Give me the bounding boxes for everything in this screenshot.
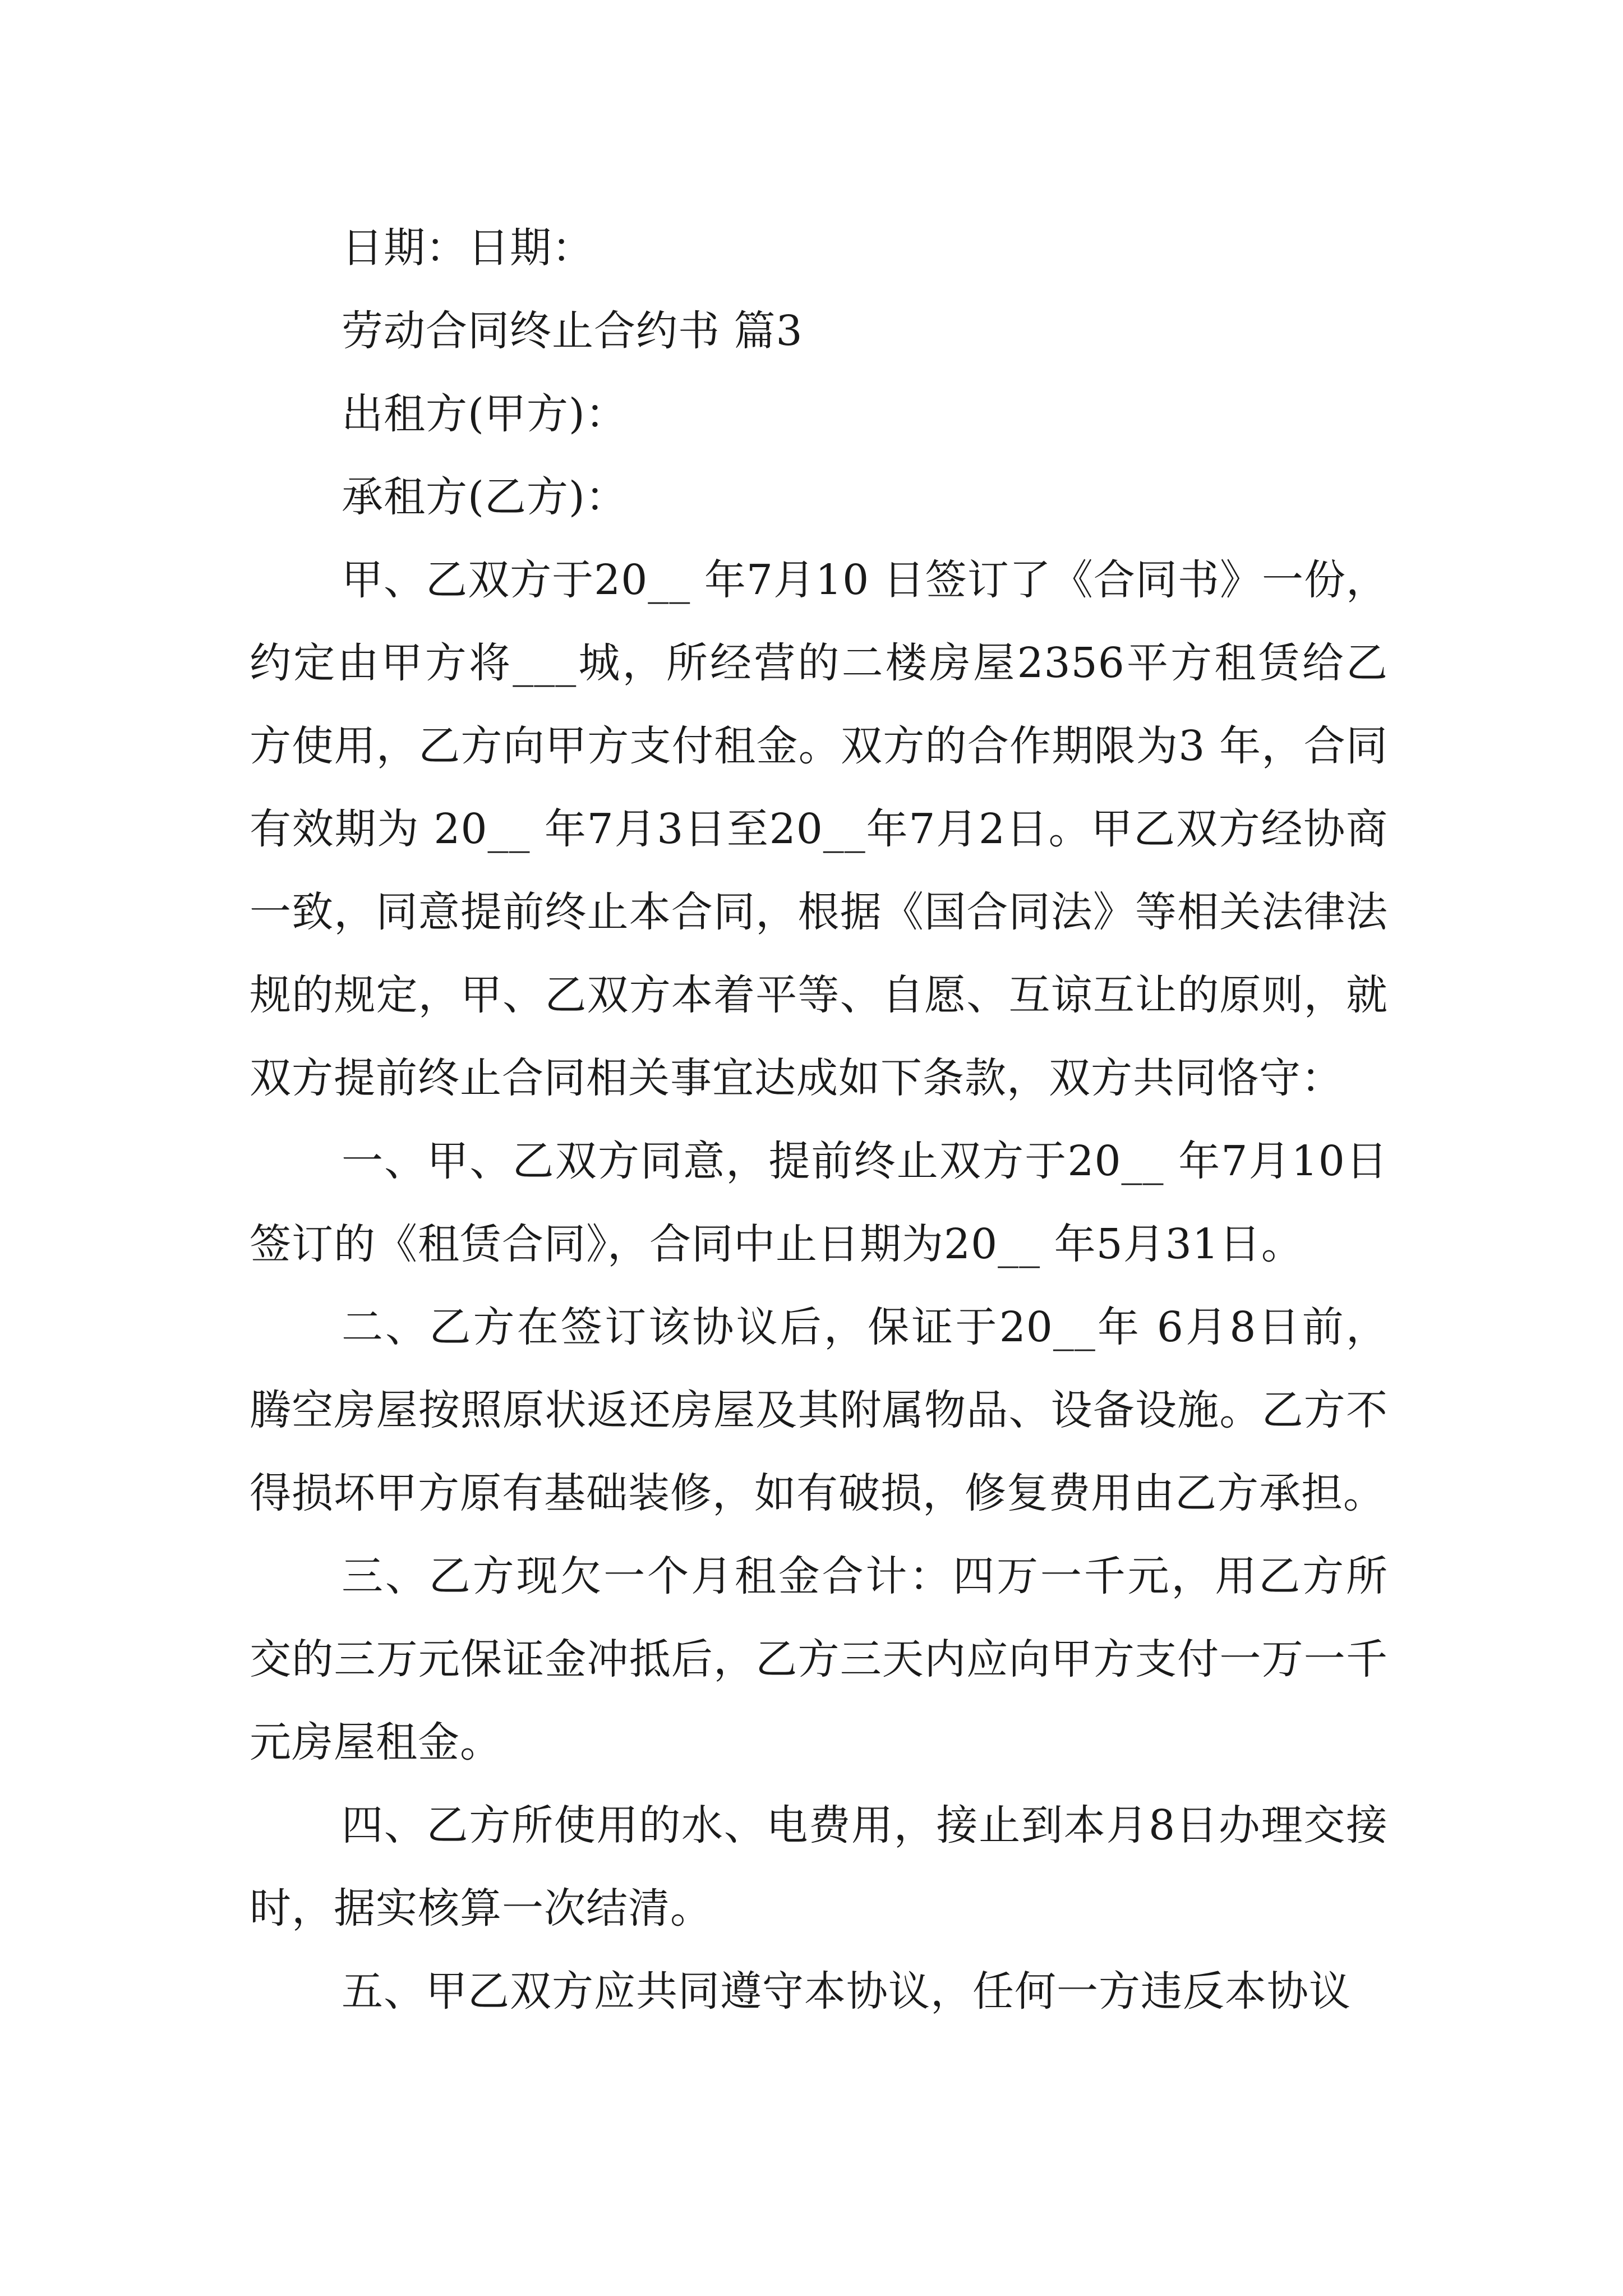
lessee-line: 承租方(乙方)：: [342, 473, 628, 521]
section-heading: 劳动合同终止合约书 篇3: [342, 307, 803, 355]
date-line: 日期：日期：: [342, 224, 594, 272]
document-body: [250, 206, 1388, 2033]
clause-4: 四、乙方所使用的水、电费用，接止到本月8日办理交接时，据实核算一次结清。: [250, 1801, 1388, 1932]
clause-5: 五、甲乙双方应共同遵守本协议，任何一方违反本协议: [342, 1967, 1351, 2016]
intro-paragraph: 甲、乙双方于20__ 年7月10 日签订了《合同书》一份，约定由甲方将___城，所经营的二楼房屋2356平方租赁给乙方使用，乙方向甲方支付租金。双方的合作期限为3 年，合同有效期为 20__ 年7月3日至20__年7月2日。甲乙双方经协商一致，同意提前终止本合同，根据《国合同法》等相关法律法规的规定，甲、乙双方本着平等、自愿、互谅互让的原则，就双方提前终止合同相关事宜达成如下条款，双方共同恪守：: [250, 556, 1388, 1102]
clause-3: 三、乙方现欠一个月租金合计：四万一千元，用乙方所交的三万元保证金冲抵后，乙方三天内应向甲方支付一万一千元房屋租金。: [250, 1552, 1388, 1766]
lessor-line: 出租方(甲方)：: [342, 390, 628, 438]
clause-1: 一、甲、乙双方同意，提前终止双方于20__ 年7月10日签订的《租赁合同》，合同中止日期为20__ 年5月31日。: [250, 1137, 1388, 1268]
clause-2: 二、乙方在签订该协议后，保证于20__年 6月8日前，腾空房屋按照原状返还房屋及其附属物品、设备设施。乙方不得损坏甲方原有基础装修，如有破损，修复费用由乙方承担。: [250, 1303, 1388, 1517]
